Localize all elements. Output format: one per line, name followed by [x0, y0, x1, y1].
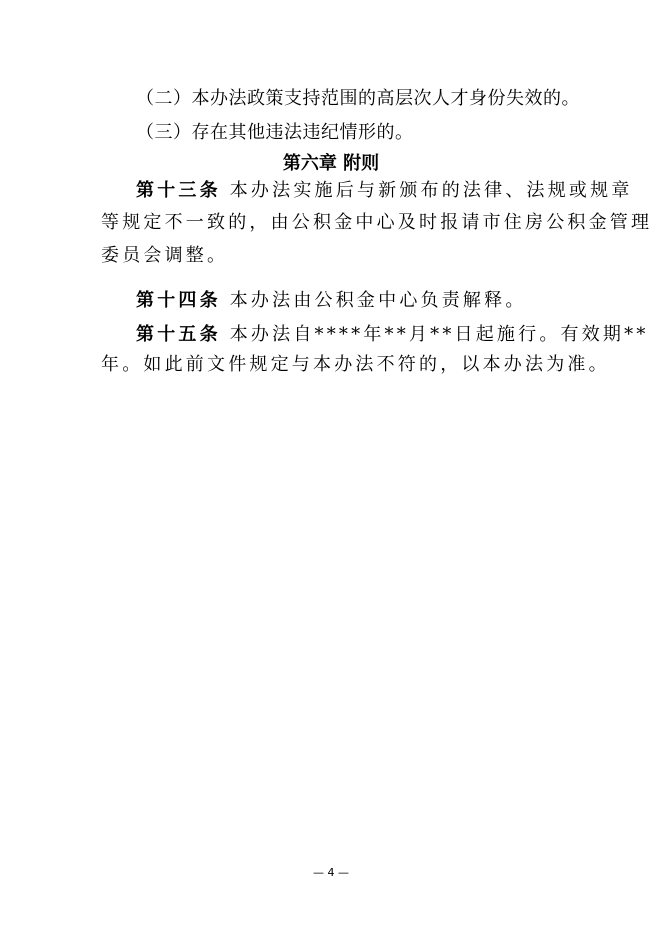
article-13-line-2: 等规定不一致的，由公积金中心及时报请市住房公积金管理	[101, 212, 653, 233]
article-14-label: 第十四条	[136, 290, 221, 311]
item-three: （三）存在其他违法违纪情形的。	[136, 122, 414, 143]
article-15-text-1: 本办法自****年**月**日起施行。有效期**	[220, 324, 649, 345]
article-13-text-1: 本办法实施后与新颁布的法律、法规或规章	[220, 180, 633, 201]
page-number: — 4 —	[313, 866, 349, 879]
article-13-line-3: 委员会调整。	[101, 245, 229, 266]
article-15-label: 第十五条	[136, 324, 221, 345]
article-14-text: 本办法由公积金中心负责解释。	[220, 290, 527, 311]
article-15-line-2: 年。如此前文件规定与本办法不符的，以本办法为准。	[101, 354, 610, 375]
item-two: （二）本办法政策支持范围的高层次人才身份失效的。	[136, 88, 580, 109]
article-14	[136, 289, 527, 313]
article-13-label: 第十三条	[136, 180, 221, 201]
article-15-line-1	[136, 323, 649, 347]
article-13-line-1	[136, 179, 633, 203]
chapter-title: 第六章 附则	[282, 153, 380, 174]
